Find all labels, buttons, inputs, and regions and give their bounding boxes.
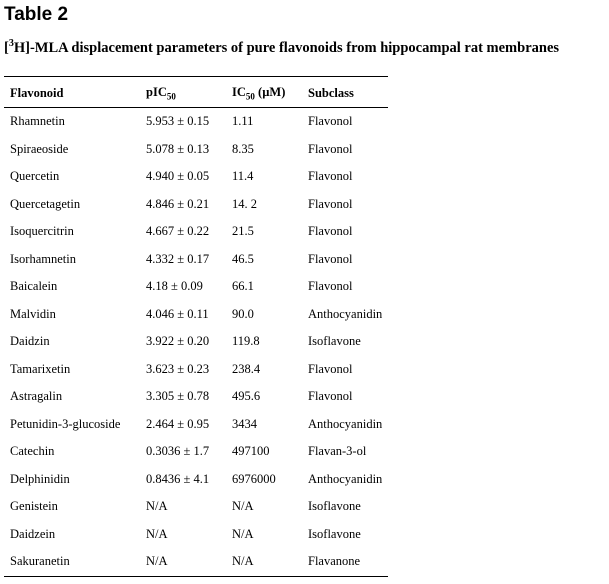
cell-flavonoid: Daidzin bbox=[10, 334, 50, 349]
cell-ic50: 21.5 bbox=[232, 224, 254, 239]
cell-flavonoid: Tamarixetin bbox=[10, 361, 71, 376]
table-row bbox=[4, 383, 406, 411]
cell-pic50: 2.464 ± 0.95 bbox=[146, 416, 210, 431]
cell-ic50: 3434 bbox=[232, 416, 257, 431]
table-row bbox=[4, 163, 406, 191]
table-caption bbox=[4, 38, 559, 57]
table-row bbox=[4, 328, 406, 356]
table-row bbox=[4, 218, 406, 246]
table-row bbox=[4, 136, 406, 164]
cell-subclass: Anthocyanidin bbox=[308, 416, 383, 431]
table-title: Table 2 bbox=[4, 4, 69, 25]
cell-pic50: 4.046 ± 0.11 bbox=[146, 306, 209, 321]
table-top-rule bbox=[4, 76, 388, 77]
table-row bbox=[4, 521, 406, 549]
cell-subclass: Flavanone bbox=[308, 554, 361, 569]
cell-subclass: Flavonol bbox=[308, 361, 353, 376]
cell-pic50: 3.305 ± 0.78 bbox=[146, 389, 210, 404]
table-row bbox=[4, 191, 406, 219]
cell-ic50: 119.8 bbox=[232, 334, 260, 349]
cell-pic50: N/A bbox=[146, 526, 168, 541]
cell-subclass: Flavonol bbox=[308, 251, 353, 266]
table-row bbox=[4, 548, 406, 576]
cell-pic50: 3.623 ± 0.23 bbox=[146, 361, 210, 376]
table-row bbox=[4, 493, 406, 521]
cell-flavonoid: Catechin bbox=[10, 444, 55, 459]
cell-flavonoid: Isorhamnetin bbox=[10, 251, 76, 266]
table-row bbox=[4, 301, 406, 329]
caption-text: H]-MLA displacement parameters of pure flavonoids from hippocampal rat membranes bbox=[13, 39, 560, 56]
table-row bbox=[4, 411, 406, 439]
cell-ic50: 11.4 bbox=[232, 169, 254, 184]
cell-flavonoid: Malvidin bbox=[10, 306, 56, 321]
header-ic50-subscript: 50 bbox=[245, 91, 255, 102]
table-row bbox=[4, 466, 406, 494]
cell-subclass: Anthocyanidin bbox=[308, 471, 383, 486]
cell-ic50: 6976000 bbox=[232, 471, 276, 486]
cell-ic50: 497100 bbox=[232, 444, 270, 459]
header-pic50-subscript: 50 bbox=[166, 91, 176, 102]
table-row bbox=[4, 246, 406, 274]
cell-pic50: N/A bbox=[146, 499, 168, 514]
cell-ic50: 1.11 bbox=[232, 114, 254, 129]
cell-flavonoid: Rhamnetin bbox=[10, 114, 65, 129]
cell-ic50: N/A bbox=[232, 499, 254, 514]
cell-subclass: Isoflavone bbox=[308, 499, 361, 514]
cell-flavonoid: Sakuranetin bbox=[10, 554, 70, 569]
cell-pic50: 4.18 ± 0.09 bbox=[146, 279, 203, 294]
header-flavonoid: Flavonoid bbox=[10, 86, 64, 100]
cell-flavonoid: Quercetin bbox=[10, 169, 60, 184]
cell-flavonoid: Baicalein bbox=[10, 279, 58, 294]
cell-flavonoid: Quercetagetin bbox=[10, 196, 81, 211]
cell-pic50: 5.078 ± 0.13 bbox=[146, 141, 210, 156]
header-ic50-base: IC bbox=[232, 85, 246, 100]
cell-flavonoid: Genistein bbox=[10, 499, 58, 514]
table-row bbox=[4, 108, 406, 136]
cell-subclass: Isoflavone bbox=[308, 526, 361, 541]
cell-flavonoid: Delphinidin bbox=[10, 471, 70, 486]
header-pic50-base: pIC bbox=[146, 85, 167, 100]
cell-subclass: Flavonol bbox=[308, 169, 353, 184]
table-row bbox=[4, 273, 406, 301]
cell-ic50: 46.5 bbox=[232, 251, 254, 266]
cell-pic50: 4.940 ± 0.05 bbox=[146, 169, 210, 184]
caption-prefix: [ bbox=[4, 39, 9, 56]
cell-subclass: Anthocyanidin bbox=[308, 306, 383, 321]
cell-flavonoid: Spiraeoside bbox=[10, 141, 69, 156]
cell-pic50: 3.922 ± 0.20 bbox=[146, 334, 210, 349]
header-ic50 bbox=[226, 79, 302, 108]
cell-subclass: Flavonol bbox=[308, 196, 353, 211]
cell-subclass: Flavonol bbox=[308, 114, 353, 129]
cell-pic50: 0.8436 ± 4.1 bbox=[146, 471, 210, 486]
caption-isotope-superscript: 3 bbox=[8, 38, 14, 49]
cell-ic50: 14. 2 bbox=[232, 196, 257, 211]
cell-subclass: Flavonol bbox=[308, 224, 353, 239]
header-subclass: Subclass bbox=[308, 86, 354, 100]
cell-pic50: 5.953 ± 0.15 bbox=[146, 114, 210, 129]
cell-ic50: N/A bbox=[232, 526, 254, 541]
table-bottom-rule bbox=[4, 576, 388, 577]
cell-pic50: 4.846 ± 0.21 bbox=[146, 196, 210, 211]
table-row bbox=[4, 438, 406, 466]
cell-flavonoid: Astragalin bbox=[10, 389, 63, 404]
cell-pic50: 4.667 ± 0.22 bbox=[146, 224, 210, 239]
cell-ic50: N/A bbox=[232, 554, 254, 569]
cell-pic50: 0.3036 ± 1.7 bbox=[146, 444, 210, 459]
cell-subclass: Isoflavone bbox=[308, 334, 361, 349]
cell-flavonoid: Isoquercitrin bbox=[10, 224, 74, 239]
cell-flavonoid: Daidzein bbox=[10, 526, 56, 541]
cell-ic50: 90.0 bbox=[232, 306, 254, 321]
header-ic50-unit: (µM) bbox=[254, 85, 286, 100]
cell-ic50: 238.4 bbox=[232, 361, 261, 376]
cell-ic50: 66.1 bbox=[232, 279, 254, 294]
cell-subclass: Flavonol bbox=[308, 389, 353, 404]
cell-pic50: N/A bbox=[146, 554, 168, 569]
table-row bbox=[4, 356, 406, 384]
cell-pic50: 4.332 ± 0.17 bbox=[146, 251, 210, 266]
cell-subclass: Flavan-3-ol bbox=[308, 444, 367, 459]
cell-ic50: 495.6 bbox=[232, 389, 261, 404]
header-pic50 bbox=[140, 79, 226, 108]
cell-subclass: Flavonol bbox=[308, 141, 353, 156]
header-row bbox=[4, 79, 406, 108]
cell-ic50: 8.35 bbox=[232, 141, 254, 156]
flavonoid-table bbox=[4, 79, 406, 576]
cell-subclass: Flavonol bbox=[308, 279, 353, 294]
cell-flavonoid: Petunidin-3-glucoside bbox=[10, 416, 121, 431]
